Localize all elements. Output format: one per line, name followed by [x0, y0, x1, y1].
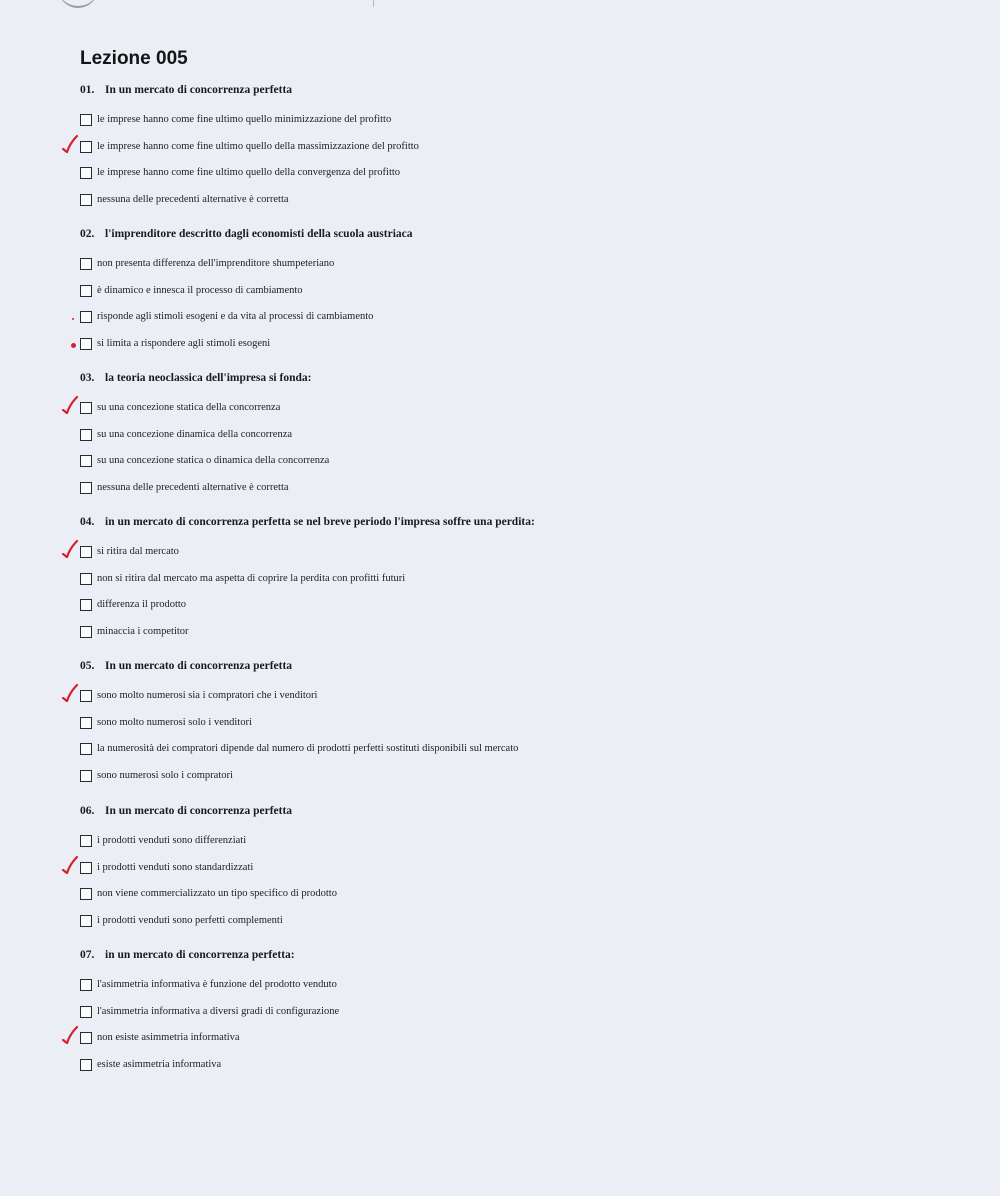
- answer-checkbox[interactable]: [80, 482, 92, 494]
- answer-option: [80, 193, 289, 206]
- answer-label: nessuna delle precedenti alternative è corretta: [97, 482, 289, 493]
- answer-label: non esiste asimmetria informativa: [97, 1032, 240, 1043]
- answer-checkbox[interactable]: [80, 338, 92, 350]
- answer-label: la numerosità dei compratori dipende dal numero di prodotti perfetti sostituti disponibili sul mercato: [97, 743, 519, 754]
- answer-label: i prodotti venduti sono perfetti complementi: [97, 915, 283, 926]
- answer-option: [80, 284, 303, 297]
- answer-option: [80, 1058, 221, 1071]
- answer-checkbox[interactable]: [80, 979, 92, 991]
- answer-checkbox[interactable]: [80, 626, 92, 638]
- answer-label: sono numerosi solo i compratori: [97, 770, 233, 781]
- answer-option: [80, 598, 186, 611]
- answer-label: sono molto numerosi sia i compratori che i venditori: [97, 690, 318, 701]
- answer-label: l'asimmetria informativa a diversi gradi di configurazione: [97, 1006, 340, 1017]
- answer-label: le imprese hanno come fine ultimo quello minimizzazione del profitto: [97, 114, 392, 125]
- answer-checkbox[interactable]: [80, 770, 92, 782]
- answer-label: differenza il prodotto: [97, 599, 187, 610]
- answer-option: [80, 914, 283, 927]
- question-text: In un mercato di concorrenza perfetta: [105, 805, 293, 817]
- answer-checkbox[interactable]: [80, 690, 92, 702]
- answer-option: [80, 310, 373, 323]
- question-number: 02.: [80, 228, 95, 240]
- checkmark-icon: [60, 683, 80, 703]
- dot-mark: [72, 318, 75, 321]
- answer-label: i prodotti venduti sono standardizzati: [97, 862, 254, 873]
- answer-checkbox[interactable]: [80, 1059, 92, 1071]
- answer-checkbox[interactable]: [80, 1032, 92, 1044]
- answer-checkbox[interactable]: [80, 546, 92, 558]
- answer-label: non viene commercializzato un tipo specifico di prodotto: [97, 888, 337, 899]
- answer-option: [80, 689, 317, 702]
- answer-label: le imprese hanno come fine ultimo quello della massimizzazione del profitto: [97, 141, 419, 152]
- answer-option: [80, 887, 337, 900]
- dot-mark: [71, 343, 76, 348]
- question-heading: [80, 228, 413, 240]
- answer-label: risponde agli stimoli esogeni e da vita al processi di cambiamento: [97, 311, 374, 322]
- answer-label: nessuna delle precedenti alternative è corretta: [97, 194, 289, 205]
- answer-checkbox[interactable]: [80, 862, 92, 874]
- lesson-title: Lezione 005: [80, 48, 188, 69]
- answer-label: non si ritira dal mercato ma aspetta di coprire la perdita con profitti futuri: [97, 573, 406, 584]
- answer-checkbox[interactable]: [80, 1006, 92, 1018]
- question-heading: [80, 516, 535, 528]
- answer-checkbox[interactable]: [80, 888, 92, 900]
- answer-label: non presenta differenza dell'imprenditore shumpeteriano: [97, 258, 335, 269]
- answer-option: [80, 113, 391, 126]
- answer-option: [80, 428, 292, 441]
- answer-checkbox[interactable]: [80, 114, 92, 126]
- answer-checkbox[interactable]: [80, 285, 92, 297]
- question-text: In un mercato di concorrenza perfetta: [105, 660, 293, 672]
- answer-label: si ritira dal mercato: [97, 546, 179, 557]
- answer-checkbox[interactable]: [80, 402, 92, 414]
- answer-label: minaccia i competitor: [97, 626, 189, 637]
- answer-option: [80, 1005, 339, 1018]
- answer-label: su una concezione dinamica della concorrenza: [97, 429, 293, 440]
- question-number: 05.: [80, 660, 95, 672]
- answer-checkbox[interactable]: [80, 429, 92, 441]
- question-text: la teoria neoclassica dell'impresa si fonda:: [105, 372, 312, 384]
- question-heading: [80, 949, 295, 961]
- answer-option: [80, 454, 329, 467]
- answer-option: [80, 140, 419, 153]
- answer-option: [80, 166, 400, 179]
- question-text: l'imprenditore descritto dagli economisti della scuola austriaca: [105, 228, 413, 240]
- answer-option: [80, 572, 405, 585]
- answer-checkbox[interactable]: [80, 835, 92, 847]
- answer-checkbox[interactable]: [80, 311, 92, 323]
- header-divider: [373, 0, 374, 7]
- header-logo-fragment: [58, 0, 98, 8]
- checkmark-icon: [60, 1025, 80, 1045]
- question-number: 01.: [80, 84, 95, 96]
- answer-checkbox[interactable]: [80, 915, 92, 927]
- answer-option: [80, 401, 280, 414]
- answer-option: [80, 1031, 240, 1044]
- question-number: 06.: [80, 805, 95, 817]
- question-number: 03.: [80, 372, 95, 384]
- question-heading: [80, 805, 292, 817]
- answer-checkbox[interactable]: [80, 599, 92, 611]
- answer-label: è dinamico e innesca il processo di cambiamento: [97, 285, 303, 296]
- answer-checkbox[interactable]: [80, 167, 92, 179]
- answer-label: sono molto numerosi solo i venditori: [97, 717, 252, 728]
- answer-label: i prodotti venduti sono differenziati: [97, 835, 247, 846]
- checkmark-icon: [60, 134, 80, 154]
- checkmark-icon: [60, 395, 80, 415]
- checkmark-icon: [60, 539, 80, 559]
- answer-checkbox[interactable]: [80, 258, 92, 270]
- question-number: 04.: [80, 516, 95, 528]
- answer-option: [80, 337, 270, 350]
- question-heading: [80, 372, 311, 384]
- answer-option: [80, 545, 179, 558]
- answer-option: [80, 834, 246, 847]
- answer-label: esiste asimmetria informativa: [97, 1059, 222, 1070]
- answer-label: su una concezione statica o dinamica della concorrenza: [97, 455, 330, 466]
- question-text: in un mercato di concorrenza perfetta se nel breve periodo l'impresa soffre una perdita:: [105, 516, 535, 528]
- answer-option: [80, 716, 252, 729]
- checkmark-icon: [60, 855, 80, 875]
- question-heading: [80, 84, 292, 96]
- answer-checkbox[interactable]: [80, 743, 92, 755]
- answer-label: si limita a rispondere agli stimoli esogeni: [97, 338, 271, 349]
- answer-option: [80, 625, 189, 638]
- question-heading: [80, 660, 292, 672]
- answer-option: [80, 481, 289, 494]
- answer-checkbox[interactable]: [80, 141, 92, 153]
- answer-checkbox[interactable]: [80, 573, 92, 585]
- answer-label: l'asimmetria informativa è funzione del prodotto venduto: [97, 979, 337, 990]
- answer-label: le imprese hanno come fine ultimo quello della convergenza del profitto: [97, 167, 401, 178]
- question-number: 07.: [80, 949, 95, 961]
- answer-option: [80, 978, 337, 991]
- answer-checkbox[interactable]: [80, 455, 92, 467]
- answer-option: [80, 769, 233, 782]
- answer-checkbox[interactable]: [80, 717, 92, 729]
- answer-option: [80, 742, 518, 755]
- answer-checkbox[interactable]: [80, 194, 92, 206]
- question-text: In un mercato di concorrenza perfetta: [105, 84, 293, 96]
- answer-label: su una concezione statica della concorrenza: [97, 402, 281, 413]
- question-text: in un mercato di concorrenza perfetta:: [105, 949, 295, 961]
- answer-option: [80, 861, 253, 874]
- answer-option: [80, 257, 334, 270]
